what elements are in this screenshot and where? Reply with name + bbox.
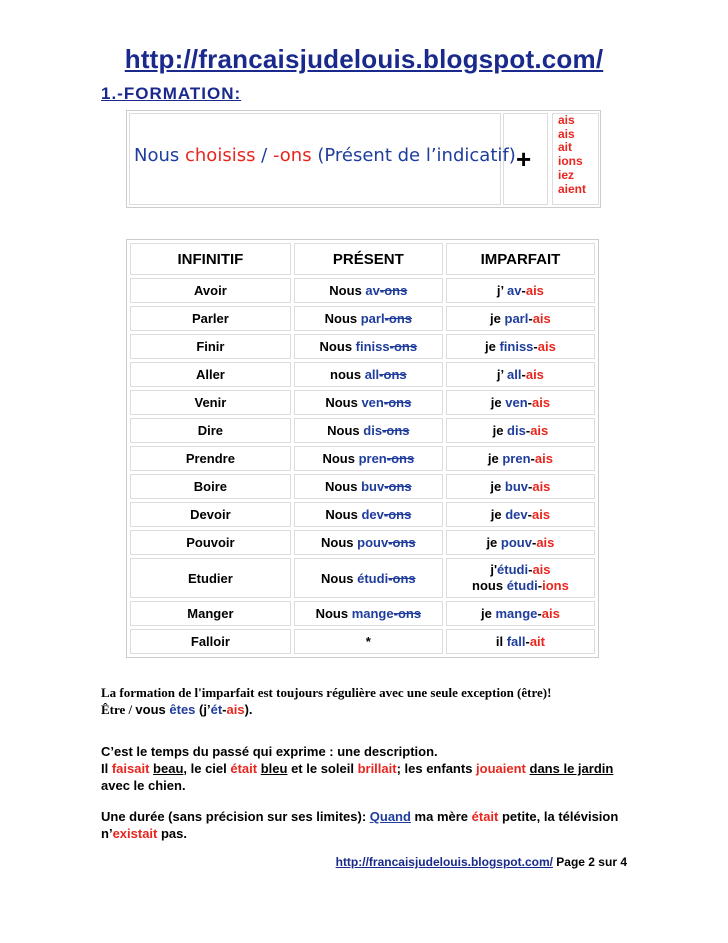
ending: iez xyxy=(558,167,575,182)
exception-note-line: Être / vous êtes (j’ét-ais). xyxy=(101,702,253,717)
table-row xyxy=(130,446,595,471)
conjugation-table xyxy=(126,239,599,658)
table-row xyxy=(130,601,595,626)
present-cell: nous all-ons xyxy=(294,362,443,387)
imparfait-cell: il fall-ait xyxy=(446,629,595,654)
table-row xyxy=(130,558,595,598)
section-heading: 1.-FORMATION: xyxy=(101,84,242,103)
duration-line: n’existait pas. xyxy=(101,826,187,841)
table-row xyxy=(130,278,595,303)
table-row xyxy=(130,629,595,654)
infinitive-cell: Prendre xyxy=(130,446,291,471)
imparfait-cell: je mange-ais xyxy=(446,601,595,626)
table-row xyxy=(130,334,595,359)
formation-rule: Nous choisiss / -ons (Présent de l’indicatif) xyxy=(134,145,516,166)
ending: ions xyxy=(558,154,583,169)
imparfait-cell: je finiss-ais xyxy=(446,334,595,359)
infinitive-cell: Falloir xyxy=(130,629,291,654)
table-row xyxy=(130,530,595,555)
imparfait-cell: j’ av-ais xyxy=(446,278,595,303)
imparfait-cell: je buv-ais xyxy=(446,474,595,499)
duration-paragraph xyxy=(101,808,641,842)
column-header-present: PRÉSENT xyxy=(294,243,443,275)
description-line: C’est le temps du passé qui exprime : une description. xyxy=(101,744,438,759)
present-cell: Nous dev-ons xyxy=(294,502,443,527)
ending: ait xyxy=(558,140,573,155)
table-row xyxy=(130,306,595,331)
imparfait-cell: je parl-ais xyxy=(446,306,595,331)
present-cell: Nous étudi-ons xyxy=(294,558,443,598)
table-row xyxy=(130,390,595,415)
infinitive-cell: Aller xyxy=(130,362,291,387)
present-cell: * xyxy=(294,629,443,654)
present-cell: Nous pouv-ons xyxy=(294,530,443,555)
description-paragraph xyxy=(101,743,641,794)
table-row xyxy=(130,502,595,527)
imparfait-cell: je dis-ais xyxy=(446,418,595,443)
present-cell: Nous ven-ons xyxy=(294,390,443,415)
exception-note xyxy=(101,684,661,718)
present-cell: Nous parl-ons xyxy=(294,306,443,331)
present-cell: Nous av-ons xyxy=(294,278,443,303)
infinitive-cell: Venir xyxy=(130,390,291,415)
imparfait-cell: j'étudi-ais nous étudi-ions xyxy=(446,558,595,598)
present-cell: Nous finiss-ons xyxy=(294,334,443,359)
infinitive-cell: Etudier xyxy=(130,558,291,598)
column-header-infinitif: INFINITIF xyxy=(130,243,291,275)
infinitive-cell: Devoir xyxy=(130,502,291,527)
present-cell: Nous mange-ons xyxy=(294,601,443,626)
description-line: Il faisait beau, le ciel était bleu et le soleil brillait; les enfants jouaient dans le jardin xyxy=(101,761,614,776)
infinitive-cell: Boire xyxy=(130,474,291,499)
infinitive-cell: Finir xyxy=(130,334,291,359)
duration-line: Une durée (sans précision sur ses limites): Quand ma mère était petite, la télévision xyxy=(101,809,619,824)
plus-sign: + xyxy=(516,144,532,174)
ending: ais xyxy=(558,126,575,141)
column-header-imparfait: IMPARFAIT xyxy=(446,243,595,275)
infinitive-cell: Parler xyxy=(130,306,291,331)
endings-list xyxy=(558,114,586,196)
page-number: Page 2 sur 4 xyxy=(552,855,627,869)
imparfait-cell: je ven-ais xyxy=(446,390,595,415)
present-cell: Nous pren-ons xyxy=(294,446,443,471)
ending: ais xyxy=(558,113,575,127)
present-cell: Nous dis-ons xyxy=(294,418,443,443)
infinitive-cell: Avoir xyxy=(130,278,291,303)
imparfait-cell: je pouv-ais xyxy=(446,530,595,555)
footer-url-link[interactable]: http://francaisjudelouis.blogspot.com/ xyxy=(335,855,553,869)
imparfait-cell: je dev-ais xyxy=(446,502,595,527)
table-row xyxy=(130,418,595,443)
table-row xyxy=(130,474,595,499)
description-line: avec le chien. xyxy=(101,778,186,793)
ending: aient xyxy=(558,181,587,196)
present-cell: Nous buv-ons xyxy=(294,474,443,499)
exception-note-line: La formation de l'imparfait est toujours régulière avec une seule exception (être)! xyxy=(101,685,552,700)
infinitive-cell: Dire xyxy=(130,418,291,443)
infinitive-cell: Pouvoir xyxy=(130,530,291,555)
imparfait-cell: je pren-ais xyxy=(446,446,595,471)
infinitive-cell: Manger xyxy=(130,601,291,626)
header-url-link[interactable]: http://francaisjudelouis.blogspot.com/ xyxy=(124,44,604,74)
table-header-row xyxy=(130,243,595,275)
table-row xyxy=(130,362,595,387)
imparfait-cell: j’ all-ais xyxy=(446,362,595,387)
page-footer xyxy=(0,855,627,869)
